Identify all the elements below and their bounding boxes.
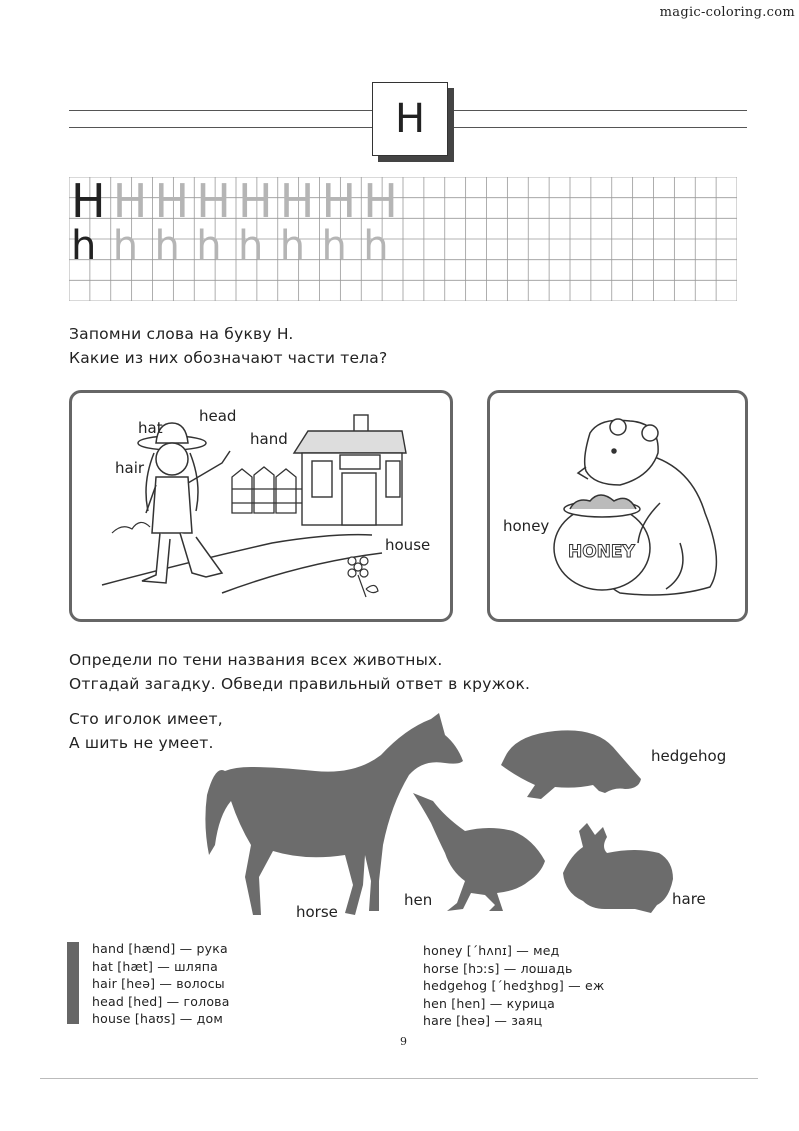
glossary-entry: honey [´hʌnɪ] — мед [423, 943, 560, 958]
label-hand: hand [250, 430, 288, 448]
girl-house-illustration [72, 393, 450, 619]
instructions-animals [69, 648, 530, 696]
header-rule [69, 110, 374, 111]
glossary-entry: horse [hɔːs] — лошадь [423, 960, 573, 976]
label-hedgehog: hedgehog [651, 747, 727, 765]
picture-panel-words [69, 390, 453, 622]
instruction-line: Какие из них обозначают части тела? [69, 349, 388, 367]
glossary-entry: hand [hænd] — рука [92, 941, 228, 956]
hen-silhouette [413, 793, 545, 911]
tracing-letter-lower: h [154, 223, 180, 269]
instruction-line: Определи по тени названия всех животных. [69, 651, 443, 669]
girl-figure [138, 423, 230, 583]
glossary-entry: hat [hæt] — шляпа [92, 958, 218, 974]
tracing-letter-upper: H [363, 177, 398, 228]
tracing-letter-upper: H [112, 177, 148, 228]
glossary-right [423, 942, 604, 1030]
letter-box: H [372, 82, 448, 156]
hedgehog-silhouette [501, 730, 641, 799]
tracing-letter-lower: h [279, 223, 306, 269]
bear-honey-illustration [490, 393, 745, 619]
label-head: head [199, 407, 237, 425]
label-hare: hare [672, 890, 706, 908]
label-hair: hair [115, 459, 145, 477]
tracing-letter-upper: H [196, 177, 231, 228]
glossary-entry: head [hed] — голова [92, 993, 230, 1009]
tracing-letter-upper: H [154, 177, 190, 228]
glossary-entry: house [haʊs] — дом [92, 1011, 224, 1026]
riddle-line: А шить не умеет. [69, 734, 214, 752]
label-horse: horse [296, 903, 338, 921]
riddle-line: Сто иголок имеет, [69, 710, 223, 728]
glossary-entry: hen [hen] — курица [423, 995, 556, 1011]
header-rule [69, 127, 374, 128]
tracing-grid [69, 177, 737, 301]
glossary-entry: hair [heə] — волосы [92, 976, 225, 991]
tracing-letter-lower: h [238, 223, 264, 269]
label-honey: honey [503, 517, 550, 535]
label-hat: hat [138, 419, 163, 437]
horse-silhouette [205, 713, 463, 915]
tracing-letter-lower: h [363, 223, 389, 269]
instruction-line: Отгадай загадку. Обведи правильный ответ в кружок. [69, 675, 531, 693]
tracing-letter-lower: h [321, 223, 347, 269]
instruction-line: Запомни слова на букву H. [69, 325, 294, 343]
picture-panel-honey [487, 390, 748, 622]
footer-rule [40, 1078, 758, 1079]
instructions-words [69, 322, 387, 370]
flower [348, 557, 378, 597]
house-drawing [294, 415, 406, 525]
tracing-letter-upper: H [71, 177, 106, 228]
tracing-letter-lower: h [196, 223, 222, 269]
tracing-letter-lower: h [71, 223, 97, 269]
header-rule [446, 110, 747, 111]
label-house: house [385, 536, 431, 554]
glossary-entry: hedgehog [´hedʒhɒg] — еж [423, 978, 605, 993]
tracing-letter-upper: H [238, 177, 273, 228]
animal-silhouettes [195, 705, 755, 925]
tracing-letter-upper: H [321, 177, 357, 228]
tracing-letter-upper: H [279, 177, 315, 228]
glossary-marker [67, 942, 79, 1024]
site-watermark: magic-coloring.com [659, 5, 795, 20]
hare-silhouette [563, 823, 673, 913]
fence [232, 467, 302, 513]
jar-label: HONEY [568, 542, 635, 562]
page-number: 9 [400, 1035, 407, 1048]
label-hen: hen [404, 891, 433, 909]
header-rule [446, 127, 747, 128]
glossary-left [92, 940, 230, 1028]
glossary-entry: hare [heə] — заяц [423, 1013, 543, 1028]
tracing-letter-lower: h [112, 223, 139, 269]
